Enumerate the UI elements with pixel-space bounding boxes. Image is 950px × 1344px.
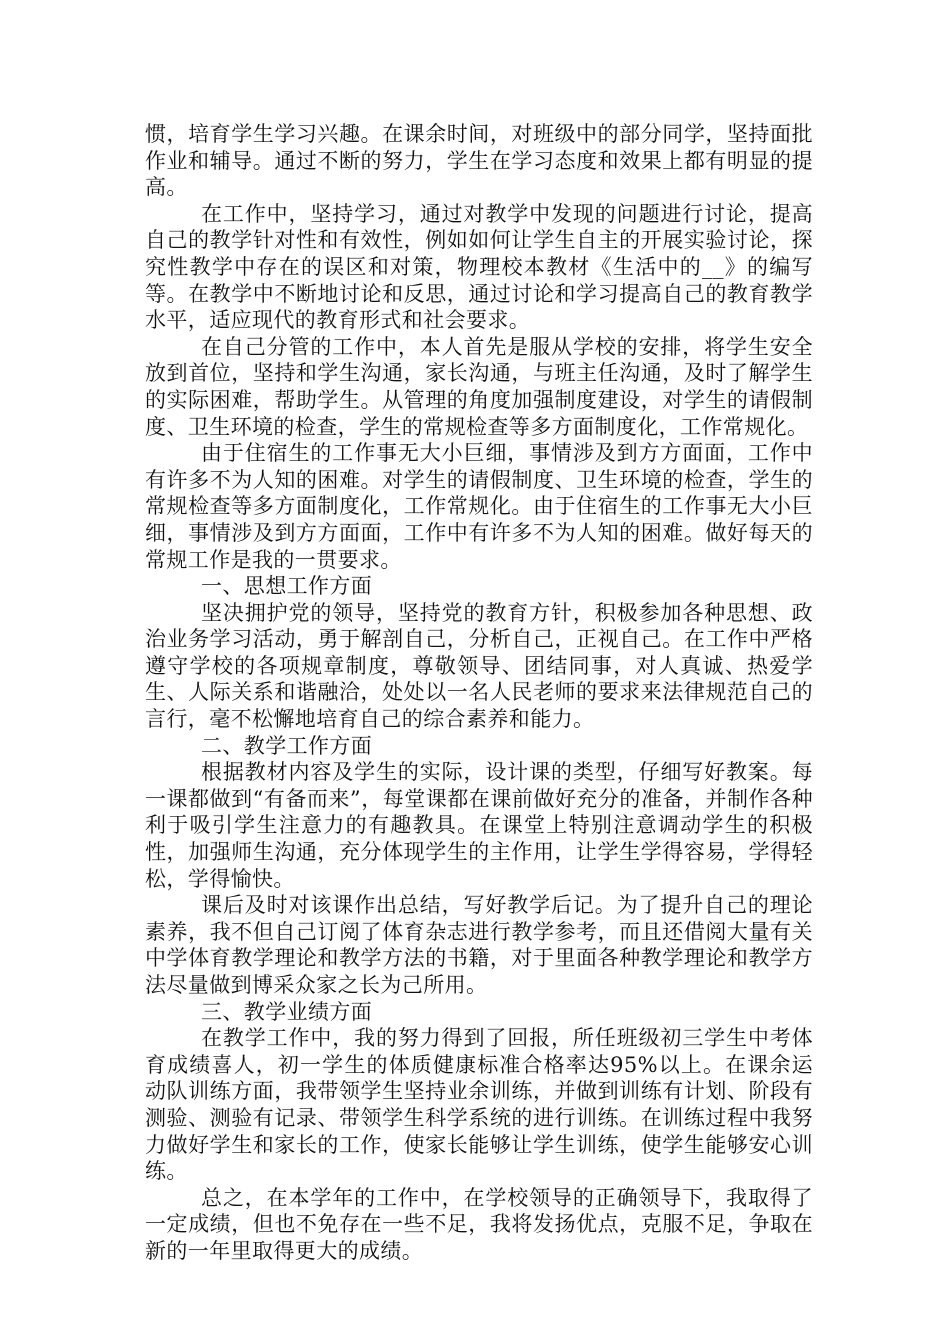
paragraph-study: 在工作中，坚持学习，通过对教学中发现的问题进行讨论，提高自己的教学针对性和有效性，例如如何让学生自主的开展实验讨论，探究性教学中存在的误区和对策，物理校本教材《生活中的__》的编写等。在教学中不断地讨论和反思，通过讨论和学习提高自己的教育教学水平，适应现代的教育形式和社会要求。	[145, 201, 813, 333]
paragraph-boarding: 由于住宿生的工作事无大小巨细，事情涉及到方方面面，工作中有许多不为人知的困难。对学生的请假制度、卫生环境的检查，学生的常规检查等多方面制度化，工作常规化。由于住宿生的工作事无大小巨细，事情涉及到方方面面，工作中有许多不为人知的困难。做好每天的常规工作是我的一贯要求。	[145, 441, 813, 572]
section-heading-achievements: 三、教学业绩方面	[201, 999, 373, 1024]
section-heading-teaching: 二、教学工作方面	[201, 733, 373, 758]
section-heading-ideology: 一、思想工作方面	[201, 574, 373, 599]
paragraph-achievements: 在教学工作中，我的努力得到了回报，所任班级初三学生中考体育成绩喜人，初一学生的体质健康标准合格率达95%以上。在课余运动队训练方面，我带领学生坚持业余训练，并做到训练有计划、阶段有测验、测验有记录、带领学生科学系统的进行训练。在训练过程中我努力做好学生和家长的工作，使家长能够让学生训练，使学生能够安心训练。	[145, 1026, 813, 1184]
paragraph-management: 在自己分管的工作中，本人首先是服从学校的安排，将学生安全放到首位，坚持和学生沟通，家长沟通，与班主任沟通，及时了解学生的实际困难，帮助学生。从管理的角度加强制度建设，对学生的请假制度、卫生环境的检查，学生的常规检查等多方面制度化，工作常规化。	[145, 334, 813, 439]
paragraph-continuation: 惯，培育学生学习兴趣。在课余时间，对班级中的部分同学，坚持面批作业和辅导。通过不断的努力，学生在学习态度和效果上都有明显的提高。	[145, 122, 813, 200]
document-body	[145, 121, 813, 1265]
paragraph-reflection: 课后及时对该课作出总结，写好教学后记。为了提升自己的理论素养，我不但自己订阅了体育杂志进行教学参考，而且还借阅大量有关中学体育教学理论和教学方法的书籍，对于里面各种教学理论和教学方法尽量做到博采众家之长为己所用。	[145, 893, 813, 997]
paragraph-summary: 总之，在本学年的工作中，在学校领导的正确领导下，我取得了一定成绩，但也不免存在一些不足，我将发扬优点，克服不足，争取在新的一年里取得更大的成绩。	[145, 1185, 813, 1263]
paragraph-teaching: 根据教材内容及学生的实际，设计课的类型，仔细写好教案。每一课都做到“有备而来”，每堂课都在课前做好充分的准备，并制作各种利于吸引学生注意力的有趣教具。在课堂上特别注意调动学生的积极性，加强师生沟通，充分体现学生的主作用，让学生学得容易，学得轻松，学得愉快。	[145, 760, 813, 891]
paragraph-ideology: 坚决拥护党的领导，坚持党的教育方针，积极参加各种思想、政治业务学习活动，勇于解剖自己，分析自己，正视自己。在工作中严格遵守学校的各项规章制度，尊敬领导、团结同事，对人真诚、热爱学生、人际关系和谐融洽，处处以一名人民老师的要求来法律规范自己的言行，毫不松懈地培育自己的综合素养和能力。	[145, 600, 813, 732]
